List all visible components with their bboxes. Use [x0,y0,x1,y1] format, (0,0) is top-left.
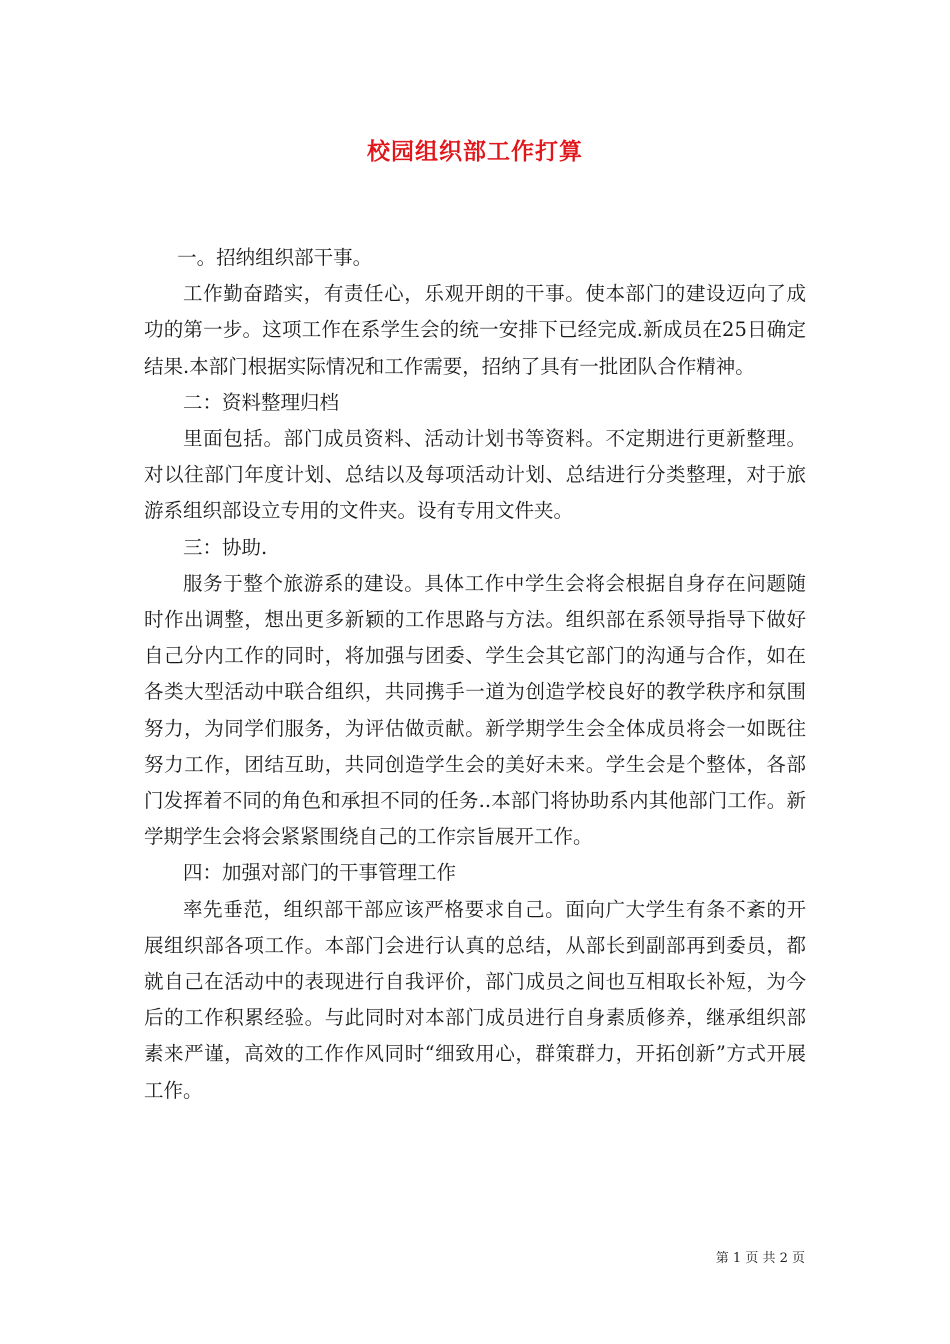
section-heading-3: 三：协助. [183,535,268,559]
paragraph-3: 服务于整个旅游系的建设。具体工作中学生会将会根据自身存在问题随时作出调整，想出更多新颖的工作思路与方法。组织部在系领导指导下做好自己分内工作的同时，将加强与团委、学生会其它部门的沟通与合作，如在各类大型活动中联合组织，共同携手一道为创造学校良好的教学秩序和氛围努力，为同学们服务，为评估做贡献。新学期学生会全体成员将会一如既往努力工作，团结互助，共同创造学生会的美好未来。学生会是个整体，各部门发挥着不同的角色和承担不同的任务..本部门将协助系内其他部门工作。新学期学生会将会紧紧围绕自己的工作宗旨展开工作。 [144,571,806,849]
document-title: 校园组织部工作打算 [367,138,583,165]
paragraph-1: 工作勤奋踏实，有责任心，乐观开朗的干事。使本部门的建设迈向了成功的第一步。这项工作在系学生会的统一安排下已经完成.新成员在25日确定结果.本部门根据实际情况和工作需要，招纳了具有一批团队合作精神。 [144,282,806,378]
section-heading-2: 二：资料整理归档 [183,390,340,414]
paragraph-2: 里面包括。部门成员资料、活动计划书等资料。不定期进行更新整理。对以往部门年度计划、总结以及每项活动计划、总结进行分类整理，对于旅游系组织部设立专用的文件夹。设有专用文件夹。 [144,427,806,523]
document-body [144,240,806,1109]
section-heading-1: 一。招纳组织部干事。 [177,246,373,269]
page-number: 第 1 页 共 2 页 [715,1251,805,1266]
paragraph-4: 率先垂范，组织部干部应该严格要求自己。面向广大学生有条不紊的开展组织部各项工作。本部门会进行认真的总结，从部长到副部再到委员，都就自己在活动中的表现进行自我评价，部门成员之间也互相取长补短，为今后的工作积累经验。与此同时对本部门成员进行自身素质修养，继承组织部素来严谨，高效的工作作风同时“细致用心，群策群力，开拓创新”方式开展工作。 [144,897,806,1102]
section-heading-4: 四：加强对部门的干事管理工作 [183,861,457,885]
